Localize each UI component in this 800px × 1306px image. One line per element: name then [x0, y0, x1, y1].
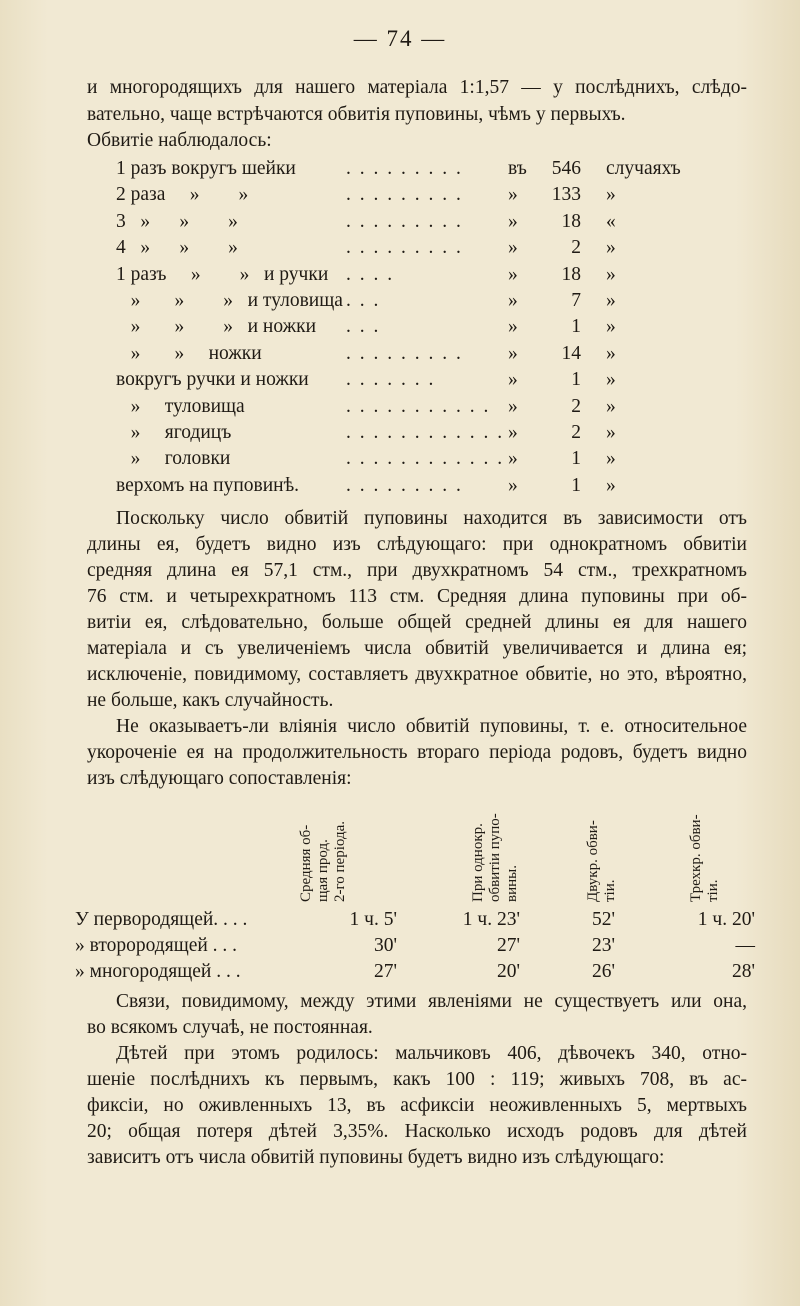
leader-dots: . . . . . . . . . . .: [346, 395, 491, 417]
text-line: шеніе послѣднихъ къ первымъ, какъ 100 : 119; живыхъ 708, въ ас-: [87, 1069, 747, 1090]
text-line: Дѣтей при этомъ родилось: мальчиковъ 406, дѣвочекъ 340, отно-: [116, 1043, 747, 1064]
observation-unit: случаяхъ: [606, 158, 681, 179]
observation-row: [116, 210, 716, 234]
text-line: исключеніе, повидимому, составляетъ двухкратное обвитіе, но это, вѣроятно,: [87, 664, 747, 685]
leader-dots: . . . .: [346, 263, 395, 285]
observation-unit: »: [606, 369, 616, 391]
observation-unit: «: [606, 210, 616, 232]
text-line: во всякомъ случаѣ, не постоянная.: [87, 1017, 373, 1038]
observation-unit: »: [606, 263, 616, 285]
observation-prefix: »: [508, 210, 518, 232]
observation-row: [116, 263, 716, 287]
observation-unit: »: [606, 342, 616, 364]
header-col-1: Средняя об- щая прод. 2-го періода.: [298, 821, 348, 902]
observation-count: 1: [571, 448, 581, 470]
observation-label: » » » и ножки: [116, 316, 317, 338]
leader-dots: . . . . . . . . .: [346, 237, 463, 259]
observation-count: 18: [561, 210, 581, 232]
observation-prefix: »: [508, 422, 518, 443]
observation-prefix: »: [508, 237, 518, 259]
observation-unit: »: [606, 395, 616, 417]
observation-label: вокругъ ручки и ножки: [116, 369, 309, 391]
text-line: зависитъ отъ числа обвитій пуповины будетъ видно изъ слѣдующаго:: [87, 1147, 665, 1168]
text-line: 76 стм. и четырехкратномъ 113 стм. Средняя длина пуповины при об-: [87, 586, 747, 607]
leader-dots: . . . . . . . . . . . .: [346, 422, 505, 443]
text-line: средняя длина ея 57,1 стм., при двухкратномъ 54 стм., трехкратномъ: [87, 560, 747, 581]
observation-prefix: »: [508, 342, 518, 364]
observation-count: 2: [571, 237, 581, 259]
leader-dots: . . . . . . . . .: [346, 184, 463, 206]
observation-count: 18: [561, 263, 581, 285]
text-line: и многородящихъ для нашего матеріала 1:1,57 — у послѣднихъ, слѣдо-: [87, 77, 747, 98]
text-line: не больше, какъ случайность.: [87, 690, 334, 711]
observation-unit: »: [606, 184, 616, 206]
observation-row: [116, 157, 716, 181]
observation-label: 3 » » »: [116, 210, 238, 232]
text-line: Связи, повидимому, между этими явленіями не существуетъ или она,: [116, 991, 747, 1012]
text-line: фиксіи, но оживленныхъ 13, въ асфиксіи неоживленныхъ 5, мертвыхъ: [87, 1095, 747, 1116]
table-row: » многородящей . . . 27' 20' 26' 28': [75, 961, 755, 982]
observation-prefix: »: [508, 369, 518, 391]
text-line: укороченіе ея на продолжительность втораго періода родовъ, будетъ видно: [87, 742, 747, 763]
page-number: — 74 —: [353, 26, 447, 51]
text-line: вательно, чаще встрѣчаются обвитія пуповины, чѣмъ у первыхъ.: [87, 104, 626, 125]
observation-prefix: »: [508, 290, 518, 311]
observation-count: 1: [571, 474, 581, 496]
leader-dots: . . . . . . . . .: [346, 342, 463, 364]
observation-prefix: »: [508, 316, 518, 338]
observation-row: [116, 342, 716, 366]
leader-dots: . . .: [346, 290, 381, 311]
header-col-2: При однокр. обвитіи пупо- вины.: [470, 813, 520, 902]
observation-unit: »: [606, 422, 616, 443]
observation-row: [116, 447, 716, 471]
observation-prefix: »: [508, 474, 518, 496]
observation-count: 546: [551, 158, 581, 179]
observation-label: » » ножки: [116, 342, 262, 364]
observation-unit: »: [606, 290, 616, 311]
observation-label: 4 » » »: [116, 237, 238, 259]
text-line: Поскольку число обвитій пуповины находится въ зависимости отъ: [116, 508, 747, 529]
leader-dots: . . .: [346, 316, 381, 338]
text-line: Не оказываетъ-ли вліянія число обвитій пуповины, т. е. относительное: [116, 716, 747, 737]
table-row: У первородящей. . . . 1 ч. 5' 1 ч. 23' 52' 1 ч. 20': [75, 909, 755, 930]
observation-prefix: »: [508, 448, 518, 470]
observation-row: [116, 183, 716, 207]
leader-dots: . . . . . . . . .: [346, 158, 463, 179]
header-col-4: Трехкр. обви- тіи.: [688, 814, 721, 902]
observation-count: 7: [571, 290, 581, 311]
observation-count: 14: [561, 342, 581, 364]
observation-unit: »: [606, 474, 616, 496]
observation-row: [116, 236, 716, 260]
observation-row: [116, 315, 716, 339]
observation-row: [116, 368, 716, 392]
observation-row: [116, 289, 716, 313]
text-line: изъ слѣдующаго сопоставленія:: [87, 768, 352, 789]
observation-count: 2: [571, 422, 581, 443]
observation-row: [116, 421, 716, 445]
observation-row: [116, 395, 716, 419]
observation-prefix: въ: [508, 158, 527, 179]
observation-count: 1: [571, 316, 581, 338]
table-row: » второродящей . . . 30' 27' 23' —: [75, 935, 755, 956]
text-line: матеріала и съ увеличеніемъ числа обвитій увеличивается и длина ея;: [87, 638, 747, 659]
observation-row: [116, 474, 716, 498]
observation-prefix: »: [508, 184, 518, 206]
observation-count: 1: [571, 369, 581, 391]
observation-label: верхомъ на пуповинѣ.: [116, 474, 300, 496]
observation-label: 1 разъ » » и ручки: [116, 263, 329, 285]
text-line: 20; общая потеря дѣтей 3,35%. Насколько исходъ родовъ для дѣтей: [87, 1121, 747, 1142]
observation-prefix: »: [508, 263, 518, 285]
observation-count: 2: [571, 395, 581, 417]
leader-dots: . . . . . . . . . . . .: [346, 448, 505, 470]
leader-dots: . . . . . . . . .: [346, 474, 463, 496]
observation-label: 2 раза » »: [116, 184, 249, 206]
leader-dots: . . . . . . .: [346, 369, 436, 391]
observation-label: » ягодицъ: [116, 422, 232, 443]
leader-dots: . . . . . . . . .: [346, 210, 463, 232]
observation-prefix: »: [508, 395, 518, 417]
observation-label: » туловища: [116, 395, 245, 417]
observation-unit: »: [606, 316, 616, 338]
text-line: длины ея, будетъ видно изъ слѣдующаго: при однократномъ обвитіи: [87, 534, 747, 555]
header-col-3: Двукр. обви- тіи.: [585, 820, 618, 902]
observation-label: » головки: [116, 448, 231, 470]
observation-unit: »: [606, 448, 616, 470]
observation-unit: »: [606, 237, 616, 259]
observation-label: » » » и туловища: [116, 290, 343, 311]
text-line: витіи ея, слѣдовательно, больше общей средней длины ея для нашего: [87, 612, 747, 633]
text-line: Обвитіе наблюдалось:: [87, 130, 272, 151]
observation-count: 133: [551, 184, 581, 206]
observation-label: 1 разъ вокругъ шейки: [116, 158, 296, 179]
